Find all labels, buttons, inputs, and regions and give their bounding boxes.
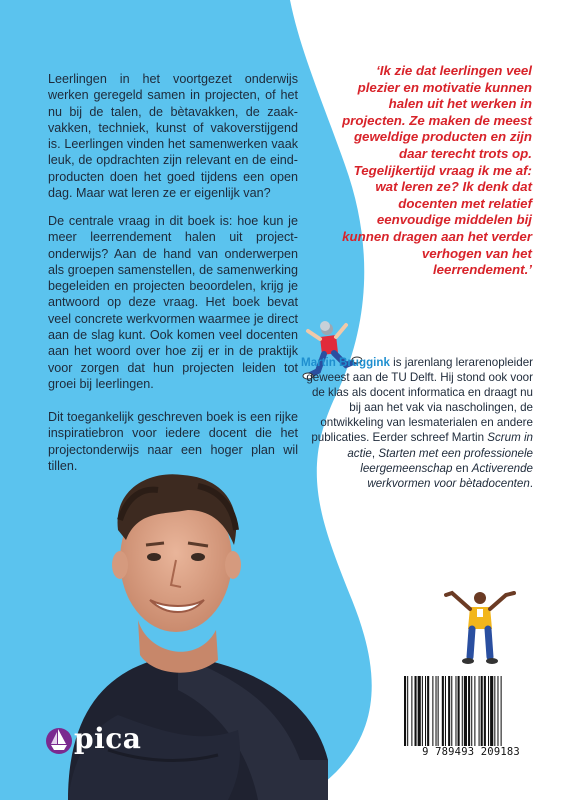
barcode-bar xyxy=(451,676,452,746)
barcode-bar xyxy=(471,676,472,746)
barcode-bar xyxy=(481,676,483,746)
central-question-paragraph: De centrale vraag in dit boek is: hoe kun je meer leerrendement halen uit projectonderwijs? Aan de hand van onderwerpen als groepen samenstellen, de samenwerking begeleiden en projecten beoordelen, krijg je antwoord op deze vraag. Het boek bevat veel concrete werkvormen waarmee je direct aan de slag kunt. Ook komen veel docenten aan het woord over hoe zij er in de praktijk voor zorgen dat hun projecten leiden tot groei bij leerlingen. xyxy=(48,214,298,391)
bio-text: is jarenlang lerarenopleider geweest aan de TU Delft. Hij stond ook voor de klas als docent informatica en draagt nu bij aan het vak via nascholingen, de ontwikkeling van lesmaterialen en andere publicaties. Eerder schreef Martin xyxy=(306,356,533,445)
barcode-icon xyxy=(404,676,538,746)
author-name: Martin Bruggink xyxy=(301,356,390,369)
barcode-bar xyxy=(418,676,421,746)
barcode-bar xyxy=(445,676,446,746)
barcode-bar xyxy=(404,676,406,746)
barcode-bar xyxy=(455,676,456,746)
barcode-bar xyxy=(442,676,444,746)
intro-paragraph: Leerlingen in het voortgezet onderwijs werken geregeld samen in projecten, of het nu bij de talen, de bètavakken, de zaakvakken, techniek, kunst of vakoverstijgend is. Leerlingen vinden het samenwerken vaak leuk, de opdrachten zijn relevant en de eindproducten doen het goed tijdens een open dag. Maar wat leren ze er eigenlijk van? xyxy=(48,72,298,201)
barcode-bar xyxy=(422,676,423,746)
barcode-bar xyxy=(458,676,460,746)
barcode-bar xyxy=(415,676,417,746)
isbn-number: 9 789493 209183 xyxy=(422,746,520,758)
barcode-bar xyxy=(474,676,475,746)
barcode-bar xyxy=(438,676,439,746)
barcode-bar xyxy=(468,676,470,746)
barcode-bar xyxy=(425,676,426,746)
book-title-2: Starten met een professionele leergemeenschap xyxy=(360,446,533,475)
barcode-bar xyxy=(484,676,486,746)
cheering-student-illustration xyxy=(440,585,520,670)
barcode-bar xyxy=(432,676,433,746)
closing-paragraph: Dit toegankelijk geschreven boek is een rijke inspiratiebron voor iedere docent die het projectonderwijs naar een hoger plan wil tillen. xyxy=(48,410,298,473)
barcode-bar xyxy=(501,676,502,746)
barcode-bar xyxy=(436,676,437,746)
barcode xyxy=(396,670,546,765)
barcode-bar xyxy=(490,676,493,746)
barcode-bar xyxy=(411,676,412,746)
author-bio: Martin Bruggink is jarenlang lerarenopleider geweest aan de TU Delft. Hij stond ook voor de klas als docent informatica en draagt nu bij aan het vak via nascholingen, de ontwikkeling van lesmaterialen en andere publicaties. Eerder schreef Martin Scrum in actie, Starten met een professionele leergemeenschap en Activerende werkvormen voor bètadocenten. xyxy=(301,356,533,490)
barcode-bar xyxy=(479,676,480,746)
barcode-bar xyxy=(494,676,495,746)
barcode-bar xyxy=(448,676,450,746)
barcode-bar xyxy=(407,676,408,746)
barcode-bar xyxy=(427,676,429,746)
publisher-logo-text: pica xyxy=(74,722,142,755)
author-quote: ‘Ik zie dat leerlingen veel plezier en motivatie kunnen halen uit het werken in projecten. Ze maken de meest geweldige producten en zijn daar terecht trots op. Tegelijkertijd vraag ik me af: wat leren ze? Ik denk dat docenten met relatief eenvoudige middelen bij kunnen dragen aan het verder verhogen van het leerrendement.’ xyxy=(342,63,532,278)
barcode-bar xyxy=(497,676,498,746)
barcode-bar xyxy=(464,676,467,746)
book-title-1: Scrum in actie xyxy=(347,431,533,460)
book-title-3: Activerende werkvormen voor bètadocenten xyxy=(367,461,533,490)
barcode-bar xyxy=(462,676,463,746)
barcode-bar xyxy=(488,676,489,746)
